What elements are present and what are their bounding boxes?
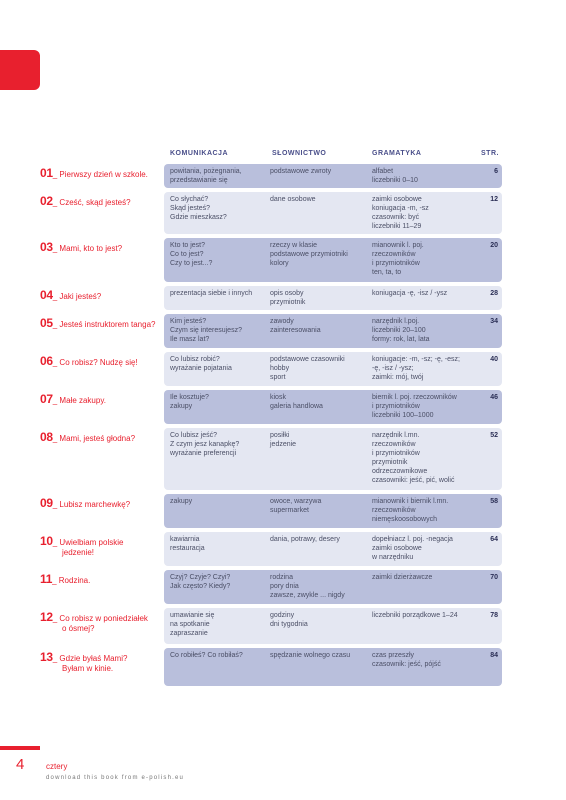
komunikacja-cell-line: Co to jest? [170,251,204,258]
gramatyka-cell-line: liczebniki 100–1000 [372,412,434,419]
lesson-number-underscore: _ [52,434,60,443]
slownictwo-cell-line: zawody [270,318,294,325]
lesson-title-text: Jaki jesteś? [59,292,102,301]
lesson-title-text: Mami, kto to jest? [59,244,123,253]
slownictwo-cell-line: przymiotnik [270,299,306,306]
gramatyka-cell-line: niemęskoosobowych [372,516,437,523]
slownictwo-cell-line: podstawowe czasowniki [270,356,345,363]
slownictwo-cell-line: godziny [270,612,295,619]
gramatyka-cell [372,393,476,420]
gramatyka-cell-line: rzeczowników [372,251,416,258]
lesson-title [40,196,160,208]
footer-page-number: 4 [16,756,25,773]
komunikacja-cell-line: powitania, pożegnania, [170,168,242,175]
lesson-title [40,356,160,368]
slownictwo-cell [270,393,370,411]
komunikacja-cell-line: Co lubisz robić? [170,356,220,363]
gramatyka-cell-line: w narzędniku [372,554,414,561]
header-str: STR. [481,150,499,157]
page-number-cell[interactable]: 78 [490,612,498,619]
page-number-cell[interactable]: 40 [490,356,498,363]
page-number-cell[interactable]: 70 [490,574,498,581]
lesson-number-underscore: _ [52,576,59,585]
header-komunikacja: KOMUNIKACJA [170,150,228,157]
slownictwo-cell-line: sport [270,374,286,381]
slownictwo-cell-line: spędzanie wolnego czasu [270,652,351,659]
gramatyka-cell [372,289,476,298]
gramatyka-cell-line: koniugacja -m, -sz [372,205,429,212]
slownictwo-cell [270,573,370,600]
lesson-title-text: Jesteś instruktorem tanga? [59,320,156,329]
page-number-cell[interactable]: 34 [490,318,498,325]
komunikacja-cell-line: Ile masz lat? [170,336,210,343]
slownictwo-cell-line: jedzenie [270,441,297,448]
gramatyka-cell [372,611,476,620]
slownictwo-cell-line: galeria handlowa [270,403,323,410]
lesson-number: 09 [40,496,53,510]
gramatyka-cell-line: narzędnik l.poj. [372,318,420,325]
slownictwo-cell-line: dania, potrawy, desery [270,536,340,543]
lesson-title [40,168,160,180]
gramatyka-cell [372,497,476,524]
lesson-title-text: Mami, jesteś głodna? [59,434,136,443]
slownictwo-cell-line: kiosk [270,394,286,401]
lesson-number-underscore: _ [52,358,60,367]
lesson-row-box [164,428,502,490]
gramatyka-cell-line: i przymiotników [372,260,420,267]
gramatyka-cell-line: koniugacja -ę, -isz / -ysz [372,290,448,297]
table-row [0,164,566,188]
lesson-title [40,498,160,510]
komunikacja-cell-line: prezentacja siebie i innych [170,290,253,297]
slownictwo-cell [270,651,370,660]
lesson-number-underscore: _ [52,538,60,547]
lesson-title-text: Co robisz w poniedziałek [59,614,148,623]
lesson-number-underscore: _ [52,244,60,253]
lesson-number: 02 [40,194,53,208]
table-row [0,532,566,566]
lesson-row-box [164,570,502,604]
komunikacja-cell-line: Kto to jest? [170,242,206,249]
lesson-title-text: Co robisz? Nudzę się! [59,358,138,367]
lesson-number: 12 [40,610,53,624]
komunikacja-cell [170,317,266,344]
table-header [0,150,566,162]
gramatyka-cell [372,535,476,562]
slownictwo-cell [270,611,370,629]
slownictwo-cell [270,431,370,449]
table-row [0,494,566,528]
gramatyka-cell-line: biernik l. poj. rzeczowników [372,394,457,401]
lesson-title [40,652,160,674]
komunikacja-cell-line: zapraszanie [170,630,208,637]
lesson-number-underscore: _ [52,654,60,663]
slownictwo-cell-line: kolory [270,260,289,267]
gramatyka-cell [372,241,476,277]
gramatyka-cell [372,195,476,231]
gramatyka-cell-line: mianownik i biernik l.mn. [372,498,449,505]
gramatyka-cell-line: koniugacje: -m, -sz; -ę, -esz; [372,356,460,363]
gramatyka-cell-line: czas przeszły [372,652,415,659]
footer-download-text: download this book from e-polish.eu [46,775,185,781]
header-gramatyka: GRAMATYKA [372,150,422,157]
komunikacja-cell-line: umawianie się [170,612,215,619]
lesson-number-underscore: _ [52,198,60,207]
komunikacja-cell [170,535,266,553]
gramatyka-cell [372,651,476,669]
gramatyka-cell-line: liczebniki 11–29 [372,223,422,230]
gramatyka-cell [372,431,476,485]
lesson-number: 07 [40,392,53,406]
lesson-number: 04 [40,288,53,302]
slownictwo-cell [270,241,370,268]
komunikacja-cell-line: wyrażanie pojatania [170,365,232,372]
table-row [0,192,566,234]
gramatyka-cell-line: liczebniki 20–100 [372,327,426,334]
slownictwo-cell-line: dane osobowe [270,196,316,203]
table-row [0,314,566,348]
slownictwo-cell-line: zainteresowania [270,327,321,334]
slownictwo-cell-line: hobby [270,365,290,372]
page-number-cell[interactable]: 6 [494,168,498,175]
slownictwo-cell [270,535,370,544]
gramatyka-cell-line: dopełniacz l. poj. -negacja [372,536,453,543]
gramatyka-cell-line: przymiotnik [372,459,408,466]
lesson-title-text: jedzenie! [62,548,95,557]
slownictwo-cell-line: podstawowe zwroty [270,168,332,175]
gramatyka-cell-line: narzędnik l.mn. [372,432,420,439]
gramatyka-cell-line: mianownik l. poj. [372,242,424,249]
komunikacja-cell [170,241,266,268]
page-number-cell[interactable]: 12 [490,196,498,203]
komunikacja-cell-line: Skąd jesteś? [170,205,211,212]
table-row [0,390,566,424]
lesson-title-text: Uwielbiam polskie [59,538,124,547]
gramatyka-cell-line: czasownik: być [372,214,420,221]
gramatyka-cell-line: formy: rok, lat, lata [372,336,430,343]
page-number-cell[interactable]: 52 [490,432,498,439]
gramatyka-cell-line: czasowniki: jeść, pić, wolić [372,477,455,484]
slownictwo-cell-line: rodzina [270,574,293,581]
slownictwo-cell-line: rzeczy w klasie [270,242,318,249]
komunikacja-cell-line: przedstawianie się [170,177,228,184]
lesson-row-box [164,608,502,644]
komunikacja-cell [170,651,266,660]
lesson-title-text: Małe zakupy. [59,396,106,405]
lesson-title-text: Byłam w kinie. [62,664,114,673]
lesson-title [40,318,160,330]
komunikacja-cell-line: zakupy [170,498,193,505]
lesson-title-text: Pierwszy dzień w szkole. [59,170,148,179]
komunikacja-cell-line: Gdzie mieszkasz? [170,214,227,221]
lesson-number: 05 [40,316,53,330]
lesson-number-underscore: _ [52,500,60,509]
slownictwo-cell [270,195,370,204]
gramatyka-cell [372,167,476,185]
lesson-number: 13 [40,650,53,664]
table-row [0,648,566,686]
lesson-title [40,612,160,634]
lesson-row-box [164,390,502,424]
slownictwo-cell [270,355,370,382]
komunikacja-cell-line: Co lubisz jeść? [170,432,218,439]
komunikacja-cell [170,431,266,458]
lesson-row-box [164,286,502,310]
gramatyka-cell [372,317,476,344]
slownictwo-cell-line: podstawowe przymiotniki [270,251,348,258]
komunikacja-cell [170,167,266,185]
komunikacja-cell [170,611,266,638]
table-row [0,570,566,604]
gramatyka-cell-line: liczebniki 0–10 [372,177,418,184]
komunikacja-cell-line: restauracja [170,545,205,552]
page-number-cell[interactable]: 20 [490,242,498,249]
komunikacja-cell-line: kawiarnia [170,536,200,543]
table-row [0,238,566,282]
table-row [0,608,566,644]
komunikacja-cell-line: Czym się interesujesz? [170,327,242,334]
table-row [0,352,566,386]
slownictwo-cell-line: pory dnia [270,583,299,590]
lesson-row-box [164,648,502,686]
komunikacja-cell-line: Co słychać? [170,196,209,203]
lesson-row-box [164,238,502,282]
komunikacja-cell-line: Ile kosztuje? [170,394,209,401]
gramatyka-cell-line: rzeczowników [372,507,416,514]
komunikacja-cell-line: Czyj? Czyje? Czyi? [170,574,231,581]
komunikacja-cell [170,355,266,373]
gramatyka-cell-line: ten, ta, to [372,269,402,276]
komunikacja-cell-line: wyrażanie preferencji [170,450,237,457]
lesson-title-text: Gdzie byłaś Mami? [59,654,128,663]
lesson-number: 10 [40,534,53,548]
slownictwo-cell-line: posiłki [270,432,290,439]
lesson-title [40,536,160,558]
gramatyka-cell-line: rzeczowników [372,441,416,448]
lesson-title [40,290,160,302]
slownictwo-cell-line: supermarket [270,507,309,514]
gramatyka-cell-line: i przymiotników [372,450,420,457]
lesson-row-box [164,352,502,386]
gramatyka-cell-line: i przymiotników [372,403,420,410]
table-row [0,428,566,490]
komunikacja-cell-line: zakupy [170,403,193,410]
lesson-number: 08 [40,430,53,444]
slownictwo-cell-line: opis osoby [270,290,304,297]
lesson-title [40,394,160,406]
gramatyka-cell [372,355,476,382]
komunikacja-cell [170,289,266,298]
lesson-number-underscore: _ [52,292,60,301]
page-number-cell[interactable]: 58 [490,498,498,505]
table-row [0,286,566,310]
lesson-title-text: Cześć, skąd jesteś? [59,198,131,207]
lesson-row-box [164,532,502,566]
slownictwo-cell [270,167,370,176]
lesson-title-text: Rodzina. [58,576,91,585]
komunikacja-cell-line: na spotkanie [170,621,210,628]
page-number-cell[interactable]: 28 [490,290,498,297]
lesson-row-box [164,164,502,188]
komunikacja-cell [170,393,266,411]
komunikacja-cell [170,573,266,591]
lesson-number-underscore: _ [52,320,60,329]
gramatyka-cell-line: zaimki osobowe [372,196,422,203]
page-number-cell[interactable]: 84 [490,652,498,659]
gramatyka-cell-line: zaimki osobowe [372,545,422,552]
lesson-row-box [164,494,502,528]
lesson-number: 06 [40,354,53,368]
komunikacja-cell-line: Jak często? Kiedy? [170,583,231,590]
gramatyka-cell-line: zaimki dzierżawcze [372,574,433,581]
slownictwo-cell [270,497,370,515]
komunikacja-cell-line: Czy to jest...? [170,260,213,267]
gramatyka-cell-line: zaimki: mój, twój [372,374,424,381]
slownictwo-cell-line: owoce, warzywa [270,498,322,505]
footer-red-bar [0,746,40,750]
page-number-cell[interactable]: 64 [490,536,498,543]
lesson-number: 03 [40,240,53,254]
lesson-title-text: Lubisz marchewkę? [59,500,131,509]
lesson-number-underscore: _ [52,614,60,623]
komunikacja-cell-line: Z czym jesz kanapkę? [170,441,240,448]
komunikacja-cell [170,195,266,222]
red-corner-tab [0,50,40,90]
gramatyka-cell [372,573,476,582]
slownictwo-cell [270,317,370,335]
gramatyka-cell-line: -ę, -isz / -ysz; [372,365,414,372]
lesson-title [40,432,160,444]
lesson-title [40,242,160,254]
lesson-number-underscore: _ [52,170,60,179]
lesson-title-text: o ósmej? [62,624,95,633]
lesson-number: 01 [40,166,53,180]
lesson-number: 11 [40,572,53,586]
slownictwo-cell-line: dni tygodnia [270,621,308,628]
lesson-number-underscore: _ [52,396,60,405]
gramatyka-cell-line: liczebniki porządkowe 1–24 [372,612,458,619]
slownictwo-cell [270,289,370,307]
komunikacja-cell-line: Co robiłeś? Co robiłaś? [170,652,243,659]
lesson-row-box [164,314,502,348]
footer-page-word: cztery [46,762,68,771]
lesson-row-box [164,192,502,234]
header-slownictwo: SŁOWNICTWO [272,150,327,157]
slownictwo-cell-line: zawsze, zwykle ... nigdy [270,592,345,599]
lesson-title [40,574,160,586]
gramatyka-cell-line: odrzeczownikowe [372,468,428,475]
komunikacja-cell [170,497,266,506]
komunikacja-cell-line: Kim jesteś? [170,318,207,325]
page-number-cell[interactable]: 46 [490,394,498,401]
gramatyka-cell-line: alfabet [372,168,394,175]
gramatyka-cell-line: czasownik: jeść, pójść [372,661,441,668]
